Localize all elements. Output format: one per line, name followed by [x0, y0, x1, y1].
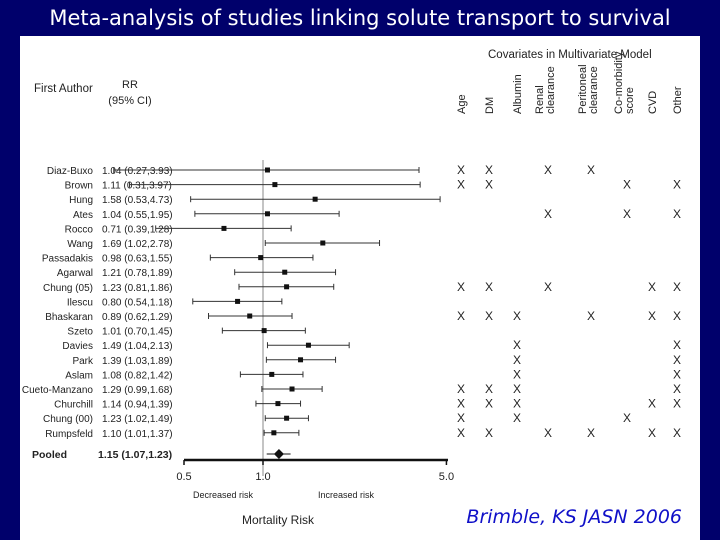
point-estimate: [282, 270, 287, 275]
covariate-mark: X: [512, 382, 522, 396]
study-rr-text: 1.23 (0.81,1.86): [102, 282, 173, 294]
study-author: Agarwal: [56, 268, 93, 280]
covariate-mark: X: [484, 425, 494, 440]
point-estimate: [284, 416, 289, 421]
covariate-mark: X: [543, 279, 553, 294]
first-author-header: First Author: [34, 83, 93, 95]
study-rr-text: 1.39 (1.03,1.89): [102, 355, 173, 367]
covariate-mark: X: [484, 382, 494, 396]
covariate-mark: X: [672, 425, 682, 440]
covariate-header: Age: [456, 94, 468, 114]
covariate-mark: X: [456, 411, 466, 426]
study-author: Rumpsfeld: [45, 428, 93, 440]
covariate-header: Albumin: [512, 74, 524, 114]
covariate-mark: X: [456, 279, 466, 294]
study-rr-text: 1.23 (1.02,1.49): [102, 414, 173, 426]
covariate-mark: X: [647, 425, 657, 440]
study-rr-text: 0.80 (0.54,1.18): [102, 297, 173, 309]
increased-risk-label: Increased risk: [317, 490, 375, 500]
covariate-mark: X: [672, 279, 682, 294]
covariate-header: Renalclearance: [534, 66, 557, 114]
point-estimate: [272, 182, 277, 187]
ci-header: (95% CI): [108, 95, 152, 107]
pooled-rr-text: 1.15 (1.07,1.23): [98, 449, 173, 461]
study-author: Ilescu: [66, 297, 93, 309]
point-estimate: [284, 284, 289, 289]
study-author: Chung (05): [42, 282, 93, 294]
covariate-mark: X: [484, 309, 494, 323]
covariate-mark: X: [543, 206, 553, 221]
covariate-mark: X: [672, 206, 682, 221]
point-estimate: [221, 226, 226, 231]
covariate-mark: X: [622, 206, 632, 221]
point-estimate: [265, 211, 270, 216]
study-author: Wang: [67, 239, 93, 250]
study-author: Cueto-Manzano: [21, 385, 93, 396]
study-rr-text: 0.98 (0.63,1.55): [102, 253, 173, 265]
covariate-mark: X: [512, 352, 522, 367]
study-rr-text: 1.10 (1.01,1.37): [102, 428, 173, 440]
study-author: Diaz-Buxo: [46, 166, 93, 177]
study-rr-text: 0.89 (0.62,1.29): [102, 312, 173, 323]
study-author: Szeto: [67, 326, 93, 338]
covariate-mark: X: [484, 279, 494, 294]
covariate-mark: X: [622, 177, 632, 192]
covariate-mark: X: [512, 396, 522, 411]
covariate-mark: X: [647, 279, 657, 294]
study-author: Bhaskaran: [45, 312, 93, 323]
covariate-mark: X: [672, 382, 682, 396]
pooled-diamond: [274, 449, 284, 459]
study-author: Passadakis: [41, 253, 93, 265]
study-author: Park: [72, 355, 93, 367]
covariate-header: Other: [672, 86, 684, 114]
study-rr-text: 1.49 (1.04,2.13): [102, 341, 173, 353]
study-rr-text: 1.69 (1.02,2.78): [102, 239, 173, 250]
point-estimate: [262, 328, 267, 333]
covariate-header: Co-morbidityscore: [613, 51, 636, 114]
point-estimate: [258, 255, 263, 260]
point-estimate: [271, 430, 276, 435]
point-estimate: [313, 197, 318, 202]
covariate-mark: X: [456, 177, 466, 192]
covariate-mark: X: [484, 396, 494, 411]
study-rr-text: 1.58 (0.53,4.73): [102, 195, 173, 207]
x-tick-label: 0.5: [176, 471, 192, 483]
covariate-mark: X: [456, 382, 466, 396]
covariate-mark: X: [586, 309, 596, 323]
covariates-header: Covariates in Multivariate Model: [488, 49, 652, 61]
covariate-mark: X: [484, 163, 494, 177]
study-rr-text: 1.01 (0.70,1.45): [102, 326, 173, 338]
covariate-header: DM: [484, 96, 496, 114]
study-author: Chung (00): [42, 414, 93, 426]
pooled-label: Pooled: [32, 449, 68, 461]
study-rr-text: 1.04 (0.27,3.93): [102, 166, 173, 177]
covariate-mark: X: [456, 396, 466, 411]
study-rr-text: 1.14 (0.94,1.39): [102, 399, 173, 411]
covariate-mark: X: [512, 367, 522, 382]
covariate-mark: X: [622, 411, 632, 426]
rr-header: RR: [122, 79, 138, 91]
covariate-mark: X: [672, 309, 682, 323]
study-author: Hung: [69, 195, 93, 207]
covariate-mark: X: [456, 309, 466, 323]
covariate-mark: X: [512, 338, 522, 353]
covariate-mark: X: [543, 425, 553, 440]
covariate-header: Peritonealclearance: [577, 64, 600, 114]
covariate-mark: X: [672, 396, 682, 411]
covariate-mark: X: [512, 309, 522, 323]
point-estimate: [265, 168, 270, 173]
study-rr-text: 0.71 (0.39,1.28): [102, 224, 173, 236]
covariate-mark: X: [672, 338, 682, 353]
point-estimate: [269, 372, 274, 377]
study-rr-text: 1.29 (0.99,1.68): [102, 385, 173, 396]
study-author: Brown: [64, 180, 93, 192]
x-tick-label: 1.0: [255, 471, 271, 483]
covariate-header: CVD: [647, 90, 659, 114]
point-estimate: [275, 401, 280, 406]
point-estimate: [290, 387, 295, 392]
point-estimate: [306, 343, 311, 348]
study-rr-text: 1.11 (0.31,3.97): [102, 180, 172, 192]
decreased-risk-label: Decreased risk: [192, 490, 254, 500]
study-author: Davies: [62, 341, 93, 353]
covariate-mark: X: [512, 411, 522, 426]
point-estimate: [320, 241, 325, 246]
covariate-mark: X: [456, 163, 466, 177]
covariate-mark: X: [456, 425, 466, 440]
point-estimate: [235, 299, 240, 304]
covariate-mark: X: [543, 163, 553, 177]
covariate-mark: X: [647, 309, 657, 323]
point-estimate: [298, 357, 303, 362]
study-author: Rocco: [64, 224, 93, 236]
covariate-mark: X: [484, 177, 494, 192]
x-axis-title: Mortality Risk: [241, 513, 315, 527]
study-rr-text: 1.21 (0.78,1.89): [102, 268, 173, 280]
study-author: Churchill: [54, 399, 93, 411]
point-estimate: [247, 314, 252, 319]
covariate-mark: X: [672, 352, 682, 367]
covariate-mark: X: [647, 396, 657, 411]
chart-panel: [20, 36, 700, 540]
slide-title: Meta-analysis of studies linking solute transport to survival: [49, 6, 671, 30]
covariate-mark: X: [586, 425, 596, 440]
forest-plot: [20, 36, 700, 540]
x-tick-label: 5.0: [438, 471, 455, 483]
study-rr-text: 1.08 (0.82,1.42): [102, 370, 173, 382]
study-rr-text: 1.04 (0.55,1.95): [102, 209, 173, 221]
covariate-mark: X: [672, 367, 682, 382]
study-author: Aslam: [65, 370, 93, 382]
covariate-mark: X: [586, 163, 596, 177]
citation: Brimble, KS JASN 2006: [466, 506, 682, 528]
study-author: Ates: [72, 209, 93, 221]
covariate-mark: X: [672, 177, 682, 192]
